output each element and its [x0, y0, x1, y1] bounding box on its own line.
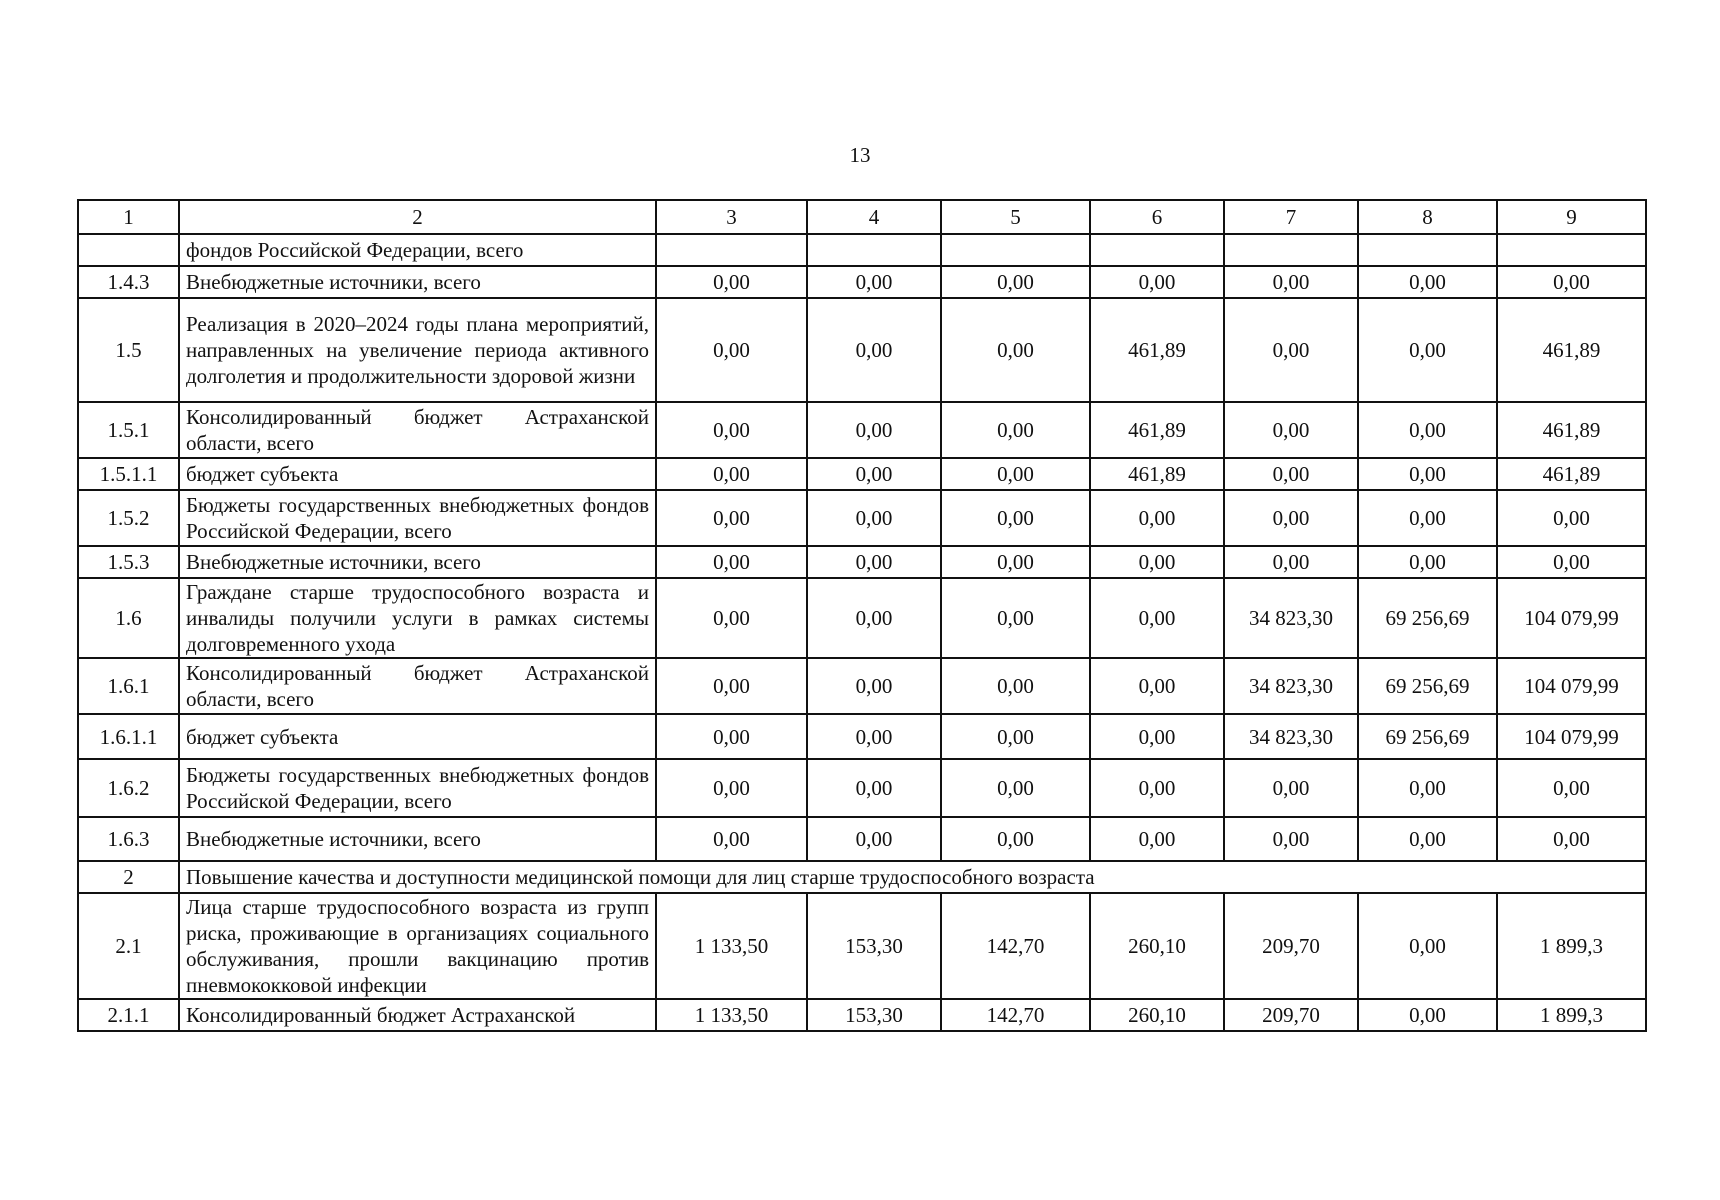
row-label: Консолидированный бюджет Астраханской области, всего	[179, 658, 656, 714]
row-code: 1.6.1.1	[78, 714, 179, 759]
value-cell: 153,30	[807, 999, 941, 1031]
table-row	[78, 546, 1646, 578]
value-cell: 0,00	[941, 658, 1090, 714]
row-label: Консолидированный бюджет Астраханской области, всего	[179, 402, 656, 458]
value-cell: 0,00	[656, 578, 807, 658]
column-number: 9	[1497, 200, 1646, 234]
value-cell: 0,00	[1090, 266, 1224, 298]
value-cell: 0,00	[656, 546, 807, 578]
value-cell: 1 133,50	[656, 893, 807, 999]
row-code: 1.6	[78, 578, 179, 658]
value-cell: 0,00	[1358, 893, 1497, 999]
value-cell: 260,10	[1090, 999, 1224, 1031]
value-cell: 0,00	[1090, 817, 1224, 861]
value-cell: 0,00	[941, 266, 1090, 298]
value-cell: 260,10	[1090, 893, 1224, 999]
value-cell: 0,00	[1224, 817, 1358, 861]
value-cell: 69 256,69	[1358, 578, 1497, 658]
value-cell: 0,00	[807, 402, 941, 458]
value-cell: 0,00	[656, 817, 807, 861]
value-cell	[807, 234, 941, 266]
value-cell: 0,00	[807, 817, 941, 861]
value-cell: 209,70	[1224, 893, 1358, 999]
value-cell	[1497, 234, 1646, 266]
table-row	[78, 658, 1646, 714]
table-body	[78, 200, 1646, 1031]
value-cell: 461,89	[1497, 458, 1646, 490]
value-cell: 0,00	[1090, 714, 1224, 759]
value-cell: 0,00	[1358, 402, 1497, 458]
value-cell: 0,00	[1090, 578, 1224, 658]
row-label: Граждане старше трудоспособного возраста и инвалиды получили услуги в рамках системы долговременного ухода	[179, 578, 656, 658]
value-cell: 0,00	[807, 578, 941, 658]
column-number-row	[78, 200, 1646, 234]
value-cell: 0,00	[941, 817, 1090, 861]
table-row	[78, 234, 1646, 266]
value-cell: 209,70	[1224, 999, 1358, 1031]
row-label: Реализация в 2020–2024 годы плана мероприятий, направленных на увеличение периода активного долголетия и продолжительности здоровой жизни	[179, 298, 656, 402]
value-cell: 69 256,69	[1358, 658, 1497, 714]
value-cell: 0,00	[656, 458, 807, 490]
value-cell: 34 823,30	[1224, 714, 1358, 759]
value-cell: 0,00	[941, 490, 1090, 546]
value-cell: 1 899,3	[1497, 893, 1646, 999]
value-cell: 0,00	[941, 298, 1090, 402]
row-code: 1.5.2	[78, 490, 179, 546]
table-row	[78, 402, 1646, 458]
column-number: 6	[1090, 200, 1224, 234]
value-cell: 0,00	[1090, 759, 1224, 817]
row-label: Лица старше трудоспособного возраста из групп риска, проживающие в организациях социального обслуживания, прошли вакцинацию против пневмококковой инфекции	[179, 893, 656, 999]
value-cell: 34 823,30	[1224, 658, 1358, 714]
value-cell: 0,00	[1358, 298, 1497, 402]
row-code: 1.6.1	[78, 658, 179, 714]
value-cell: 0,00	[941, 402, 1090, 458]
value-cell: 0,00	[1497, 546, 1646, 578]
page-number: 13	[849, 143, 871, 167]
row-code: 2.1.1	[78, 999, 179, 1031]
value-cell	[1358, 234, 1497, 266]
value-cell: 0,00	[1224, 266, 1358, 298]
row-label: Бюджеты государственных внебюджетных фондов Российской Федерации, всего	[179, 759, 656, 817]
value-cell: 142,70	[941, 999, 1090, 1031]
value-cell: 0,00	[941, 714, 1090, 759]
column-number: 2	[179, 200, 656, 234]
value-cell: 0,00	[1497, 759, 1646, 817]
value-cell: 104 079,99	[1497, 658, 1646, 714]
column-number: 5	[941, 200, 1090, 234]
value-cell: 0,00	[1224, 298, 1358, 402]
row-label: Внебюджетные источники, всего	[179, 817, 656, 861]
row-code: 2	[78, 861, 179, 893]
budget-table	[77, 199, 1647, 1032]
value-cell: 0,00	[1497, 817, 1646, 861]
row-code: 1.6.3	[78, 817, 179, 861]
row-code: 2.1	[78, 893, 179, 999]
value-cell: 69 256,69	[1358, 714, 1497, 759]
value-cell	[941, 234, 1090, 266]
value-cell: 0,00	[1358, 490, 1497, 546]
column-number: 8	[1358, 200, 1497, 234]
value-cell: 0,00	[941, 578, 1090, 658]
row-label: Бюджеты государственных внебюджетных фондов Российской Федерации, всего	[179, 490, 656, 546]
value-cell: 0,00	[807, 266, 941, 298]
value-cell: 0,00	[656, 658, 807, 714]
row-code: 1.5.1	[78, 402, 179, 458]
row-code: 1.5.1.1	[78, 458, 179, 490]
table-row	[78, 714, 1646, 759]
value-cell: 104 079,99	[1497, 578, 1646, 658]
value-cell: 0,00	[656, 490, 807, 546]
value-cell: 461,89	[1497, 298, 1646, 402]
value-cell: 0,00	[1224, 490, 1358, 546]
value-cell: 0,00	[656, 759, 807, 817]
value-cell: 0,00	[807, 714, 941, 759]
table-row	[78, 999, 1646, 1031]
value-cell: 0,00	[1224, 458, 1358, 490]
value-cell	[656, 234, 807, 266]
section-row	[78, 861, 1646, 893]
value-cell	[1090, 234, 1224, 266]
value-cell: 0,00	[1358, 759, 1497, 817]
table-row	[78, 893, 1646, 999]
value-cell: 1 133,50	[656, 999, 807, 1031]
column-number: 1	[78, 200, 179, 234]
column-number: 4	[807, 200, 941, 234]
value-cell: 0,00	[1090, 546, 1224, 578]
value-cell: 0,00	[807, 298, 941, 402]
value-cell: 34 823,30	[1224, 578, 1358, 658]
table-row	[78, 817, 1646, 861]
value-cell	[1224, 234, 1358, 266]
value-cell: 0,00	[1224, 546, 1358, 578]
value-cell: 0,00	[1090, 658, 1224, 714]
value-cell: 0,00	[656, 266, 807, 298]
column-number: 3	[656, 200, 807, 234]
row-label: бюджет субъекта	[179, 714, 656, 759]
column-number: 7	[1224, 200, 1358, 234]
row-label: Внебюджетные источники, всего	[179, 266, 656, 298]
value-cell: 0,00	[1358, 817, 1497, 861]
row-code: 1.6.2	[78, 759, 179, 817]
value-cell: 1 899,3	[1497, 999, 1646, 1031]
value-cell: 0,00	[1224, 759, 1358, 817]
table-row	[78, 458, 1646, 490]
value-cell: 0,00	[807, 658, 941, 714]
value-cell: 104 079,99	[1497, 714, 1646, 759]
value-cell: 0,00	[807, 546, 941, 578]
value-cell: 0,00	[656, 402, 807, 458]
row-label: фондов Российской Федерации, всего	[179, 234, 656, 266]
value-cell: 0,00	[1358, 266, 1497, 298]
value-cell: 461,89	[1090, 402, 1224, 458]
value-cell: 0,00	[656, 714, 807, 759]
row-code: 1.5	[78, 298, 179, 402]
table-row	[78, 490, 1646, 546]
value-cell: 461,89	[1090, 298, 1224, 402]
value-cell: 0,00	[807, 458, 941, 490]
value-cell: 0,00	[1358, 999, 1497, 1031]
table-row	[78, 578, 1646, 658]
value-cell: 0,00	[656, 298, 807, 402]
section-title: Повышение качества и доступности медицинской помощи для лиц старше трудоспособного возраста	[179, 861, 1646, 893]
value-cell: 0,00	[941, 759, 1090, 817]
value-cell: 142,70	[941, 893, 1090, 999]
row-label: бюджет субъекта	[179, 458, 656, 490]
table-row	[78, 266, 1646, 298]
value-cell: 461,89	[1497, 402, 1646, 458]
value-cell: 0,00	[1497, 490, 1646, 546]
value-cell: 0,00	[1090, 490, 1224, 546]
value-cell: 0,00	[941, 458, 1090, 490]
row-code	[78, 234, 179, 266]
value-cell: 0,00	[1358, 458, 1497, 490]
value-cell: 461,89	[1090, 458, 1224, 490]
value-cell: 153,30	[807, 893, 941, 999]
value-cell: 0,00	[941, 546, 1090, 578]
table-row	[78, 298, 1646, 402]
row-code: 1.5.3	[78, 546, 179, 578]
table-row	[78, 759, 1646, 817]
value-cell: 0,00	[1358, 546, 1497, 578]
row-label: Консолидированный бюджет Астраханской	[179, 999, 656, 1031]
value-cell: 0,00	[807, 490, 941, 546]
value-cell: 0,00	[1497, 266, 1646, 298]
value-cell: 0,00	[1224, 402, 1358, 458]
row-label: Внебюджетные источники, всего	[179, 546, 656, 578]
value-cell: 0,00	[807, 759, 941, 817]
row-code: 1.4.3	[78, 266, 179, 298]
